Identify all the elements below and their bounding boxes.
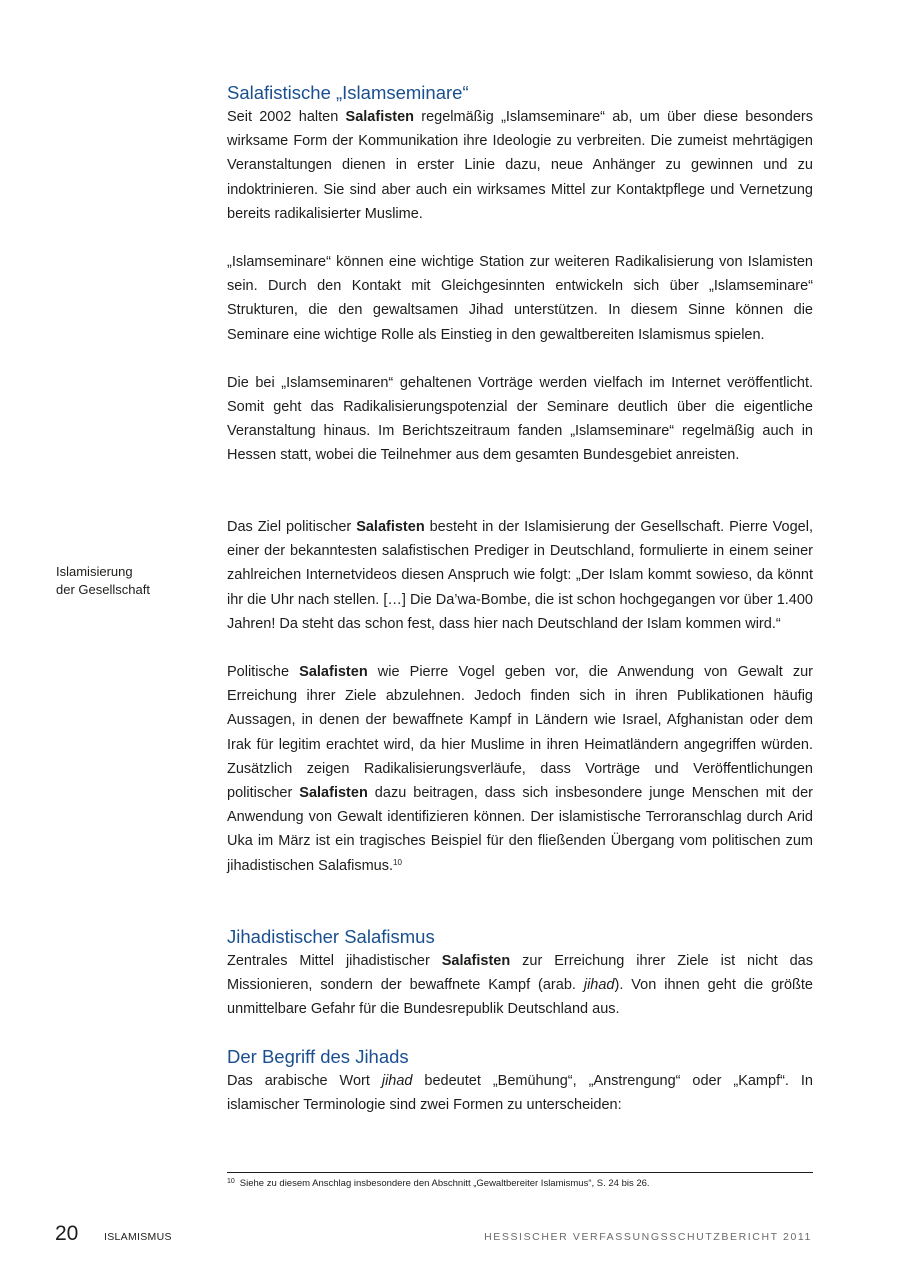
text-run: Politische: [227, 664, 300, 681]
body-paragraph: [227, 949, 813, 1022]
section-begriff-jihad: [227, 1045, 813, 1117]
footnote: [227, 1176, 813, 1190]
text-run: Die bei „Islamseminaren“ gehaltenen Vorträge werden vielfach im Internet veröffentlicht. Somit geht das Radikalisierungspotenzial der Seminare deutlich über die eigentliche Veranstaltung hinaus. Im Berichtszeitraum fanden „Islamseminare“ regelmäßig auch in Hessen statt, wobei die Teilnehmer aus dem gesamten Bundesgebiet anreisten.: [227, 374, 813, 464]
text-run: wie Pierre Vogel geben vor, die Anwendung von Gewalt zur Erreichung ihrer Ziele abzulehnen. Jedoch finden sich in ihren Publikationen häufig Aussagen, in denen der bewaffnete Kampf in Ländern wie Israel, Afghanistan oder dem Irak für legitim erachtet wird, da hier Muslime in ihren Heimatländern angegriffen würden. Zusätzlich zeigen Radikalisierungsverläufe, dass Vorträge und Veröffentlichungen politischer: [227, 664, 813, 802]
body-paragraph: [227, 1069, 813, 1117]
text-run: „Islamseminare“ können eine wichtige Station zur weiteren Radikalisierung von Islamisten sein. Durch den Kontakt mit Gleichgesinnten entwickeln sich über „Islamseminare“ Strukturen, die den gewaltsamen Jihad unterstützen. In diesem Sinne können die Seminare eine wichtige Rolle als Einstieg in den gewaltbereiten Islamismus spielen.: [227, 254, 813, 343]
text-run: ). Von ihnen geht die größte unmittelbare Gefahr für die Bundesrepublik Deutschland aus.: [227, 977, 813, 1018]
text-run: Das Ziel politischer: [227, 519, 357, 535]
margin-note: [56, 563, 206, 598]
text-run: zur Erreichung ihrer Ziele ist nicht das Missionieren, sondern der bewaffnete Kampf (arab.: [227, 953, 813, 994]
bold-term: Salafisten: [441, 953, 511, 969]
page-number: 20: [55, 1222, 79, 1245]
heading-jihadistischer-salafismus: Jihadistischer Salafismus: [227, 926, 435, 947]
footnote-reference: 10: [393, 857, 402, 867]
italic-term: jihad: [583, 977, 615, 994]
bold-term: Salafisten: [299, 785, 368, 802]
footnote-text: Siehe zu diesem Anschlag insbesondere den Abschnitt „Gewaltbereiter Islamismus“, S. 24 bis 26.: [239, 1178, 650, 1189]
text-run: besteht in der Islamisierung der Gesellschaft. Pierre Vogel, einer der bekanntesten salafistischen Prediger in Deutschland, formulierte in einem seiner zahlreichen Internetvideos diesen Anspruch wie folgt: „Der Islam kommt sowieso, da könnt ihr die Uhr nach stellen. […] Die Da’wa-Bombe, die ist schon hochgegangen vor über 1.400 Jahren! Da steht das schon fest, dass hier nach Deutschland der Islam kommen wird.“: [227, 519, 813, 632]
text-run: regelmäßig „Islamseminare“ ab, um über diese besonders wirksame Form der Kommunikation ihre Ideologie zu verbreiten. Die zumeist mehrtägigen Veranstaltungen dienen in erster Linie dazu, neue Anhänger zu gewinnen und zu indoktrinieren. Sie sind aber auch ein wirksames Mittel zur Kontaktpflege und Vernetzung bereits radikalisierter Muslime.: [227, 109, 813, 222]
text-run: Seit 2002 halten: [227, 109, 346, 125]
body-paragraph: [227, 250, 813, 347]
body-paragraph: [227, 105, 813, 226]
text-run: bedeutet „Bemühung“, „Anstrengung“ oder „Kampf“. In islamischer Terminologie sind zwei Formen zu unterscheiden:: [227, 1073, 814, 1114]
text-run: Zentrales Mittel jihadistischer: [227, 953, 442, 969]
footnote-divider: [227, 1172, 813, 1173]
body-paragraph: [227, 660, 813, 878]
footer-section-title: ISLAMISMUS: [104, 1231, 172, 1243]
text-run: dazu beitragen, dass sich insbesondere junge Menschen mit der Anwendung von Gewalt identifizieren können. Der islamistische Terroranschlag durch Arid Uka im März ist ein tragisches Beispiel für den fließenden Übergang vom politischen zum jihadistischen Salafismus.: [227, 785, 813, 874]
bold-term: Salafisten: [356, 519, 425, 535]
text-run: Das arabische Wort: [227, 1073, 382, 1089]
heading-begriff-jihad: Der Begriff des Jihads: [227, 1046, 409, 1067]
margin-note-line: Islamisierung: [56, 564, 133, 579]
bold-term: Salafisten: [299, 664, 368, 681]
footnote-number: 10: [227, 1178, 235, 1185]
heading-islamseminare: Salafistische „Islamseminare“: [227, 82, 469, 103]
body-paragraph: [227, 515, 813, 636]
margin-note-line: der Gesellschaft: [56, 581, 150, 597]
footer-report-title: HESSISCHER VERFASSUNGSSCHUTZBERICHT 2011: [484, 1231, 812, 1243]
body-paragraph: [227, 371, 813, 468]
section-islamisierung: [227, 515, 813, 878]
section-islamseminare: [227, 81, 813, 468]
bold-term: Salafisten: [345, 109, 415, 125]
section-jihadistischer-salafismus: [227, 925, 813, 1022]
italic-term: jihad: [381, 1073, 413, 1089]
